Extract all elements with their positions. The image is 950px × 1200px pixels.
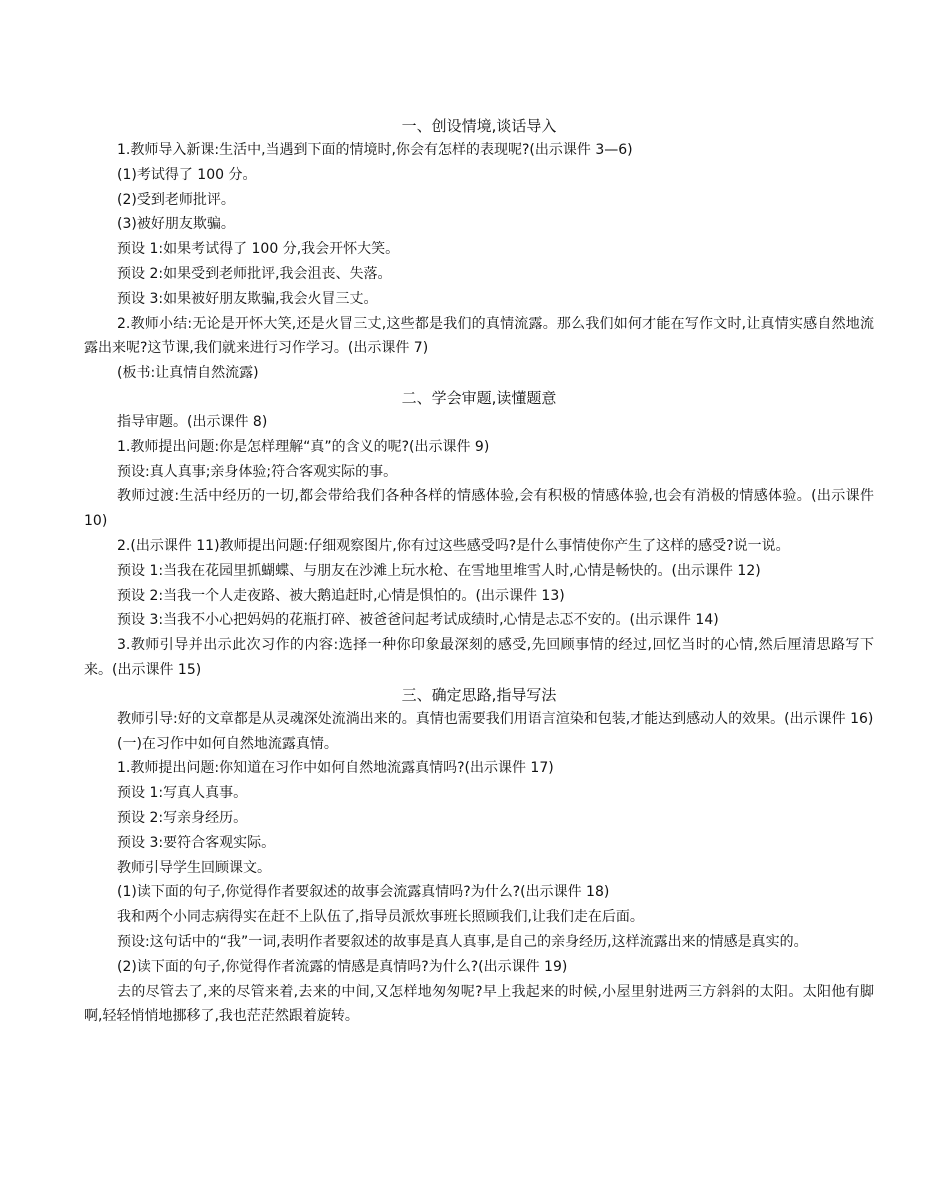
paragraph: 预设 3:当我不小心把妈妈的花瓶打碎、被爸爸问起考试成绩时,心情是忐忑不安的。(出示课件 14): [117, 612, 719, 629]
paragraph: 预设 1:当我在花园里抓蝴蝶、与朋友在沙滩上玩水枪、在雪地里堆雪人时,心情是畅快的。(出示课件 12): [117, 562, 761, 579]
section-heading-3: 三、确定思路,指导写法: [401, 685, 557, 704]
paragraph: 1.教师提出问题:你知道在习作中如何自然地流露真情吗?(出示课件 17): [117, 760, 554, 777]
paragraph: 2.(出示课件 11)教师提出问题:仔细观察图片,你有过这些感受吗?是什么事情使你产生了这样的感受?说一说。: [117, 537, 790, 554]
section-heading-1: 一、创设情境,谈话导入: [401, 117, 557, 135]
paragraph: (2)受到老师批评。: [117, 191, 235, 208]
paragraph: (3)被好朋友欺骗。: [117, 216, 235, 233]
paragraph: 预设 1:写真人真事。: [117, 785, 248, 802]
paragraph: 预设 2:如果受到老师批评,我会沮丧、失落。: [117, 265, 392, 282]
paragraph: 1.教师导入新课:生活中,当遇到下面的情境时,你会有怎样的表现呢?(出示课件 3—6): [117, 142, 633, 158]
paragraph: (板书:让真情自然流露): [117, 365, 259, 382]
paragraph: 预设 3:要符合客观实际。: [117, 834, 276, 851]
paragraph: 预设:真人真事;亲身体验;符合客观实际的事。: [117, 463, 398, 480]
paragraph: 预设:这句话中的“我”一词,表明作者要叙述的故事是真人真事,是自己的亲身经历,这样流露出来的情感是真实的。: [117, 933, 808, 950]
document-page: [84, 114, 874, 1114]
paragraph: 去的尽管去了,来的尽管来着,去来的中间,又怎样地匆匆呢?早上我起来的时候,小屋里射进两三方斜斜的太阳。太阳他有脚啊,轻轻悄悄地挪移了,我也茫茫然跟着旋转。: [84, 983, 874, 1025]
paragraph: 1.教师提出问题:你是怎样理解“真”的含义的呢?(出示课件 9): [117, 438, 490, 455]
paragraph: (1)考试得了 100 分。: [117, 166, 257, 183]
paragraph: 我和两个小同志病得实在赶不上队伍了,指导员派炊事班长照顾我们,让我们走在后面。: [117, 909, 644, 926]
paragraph: (一)在习作中如何自然地流露真情。: [117, 735, 338, 752]
paragraph: 教师引导:好的文章都是从灵魂深处流淌出来的。真情也需要我们用语言渲染和包装,才能达到感动人的效果。(出示课件 16): [117, 710, 874, 727]
paragraph: 3.教师引导并出示此次习作的内容:选择一种你印象最深刻的感受,先回顾事情的经过,回忆当时的心情,然后厘清思路写下来。(出示课件 15): [84, 637, 874, 678]
paragraph: 预设 3:如果被好朋友欺骗,我会火冒三丈。: [117, 290, 378, 307]
paragraph: (2)读下面的句子,你觉得作者流露的情感是真情吗?为什么?(出示课件 19): [117, 958, 568, 975]
paragraph: 指导审题。(出示课件 8): [117, 413, 268, 430]
paragraph: 2.教师小结:无论是开怀大笑,还是火冒三丈,这些都是我们的真情流露。那么我们如何才能在写作文时,让真情实感自然地流露出来呢?这节课,我们就来进行习作学习。(出示课件 7): [84, 315, 874, 357]
section-heading-2: 二、学会审题,读懂题意: [401, 388, 557, 407]
paragraph: 教师引导学生回顾课文。: [117, 859, 271, 876]
paragraph: 预设 2:当我一个人走夜路、被大鹅追赶时,心情是惧怕的。(出示课件 13): [117, 587, 565, 604]
paragraph: 预设 1:如果考试得了 100 分,我会开怀大笑。: [117, 241, 400, 258]
paragraph: 教师过渡:生活中经历的一切,都会带给我们各种各样的情感体验,会有积极的情感体验,也会有消极的情感体验。(出示课件 10): [84, 488, 874, 530]
paragraph: (1)读下面的句子,你觉得作者要叙述的故事会流露真情吗?为什么?(出示课件 18): [117, 884, 610, 901]
paragraph: 预设 2:写亲身经历。: [117, 809, 248, 826]
